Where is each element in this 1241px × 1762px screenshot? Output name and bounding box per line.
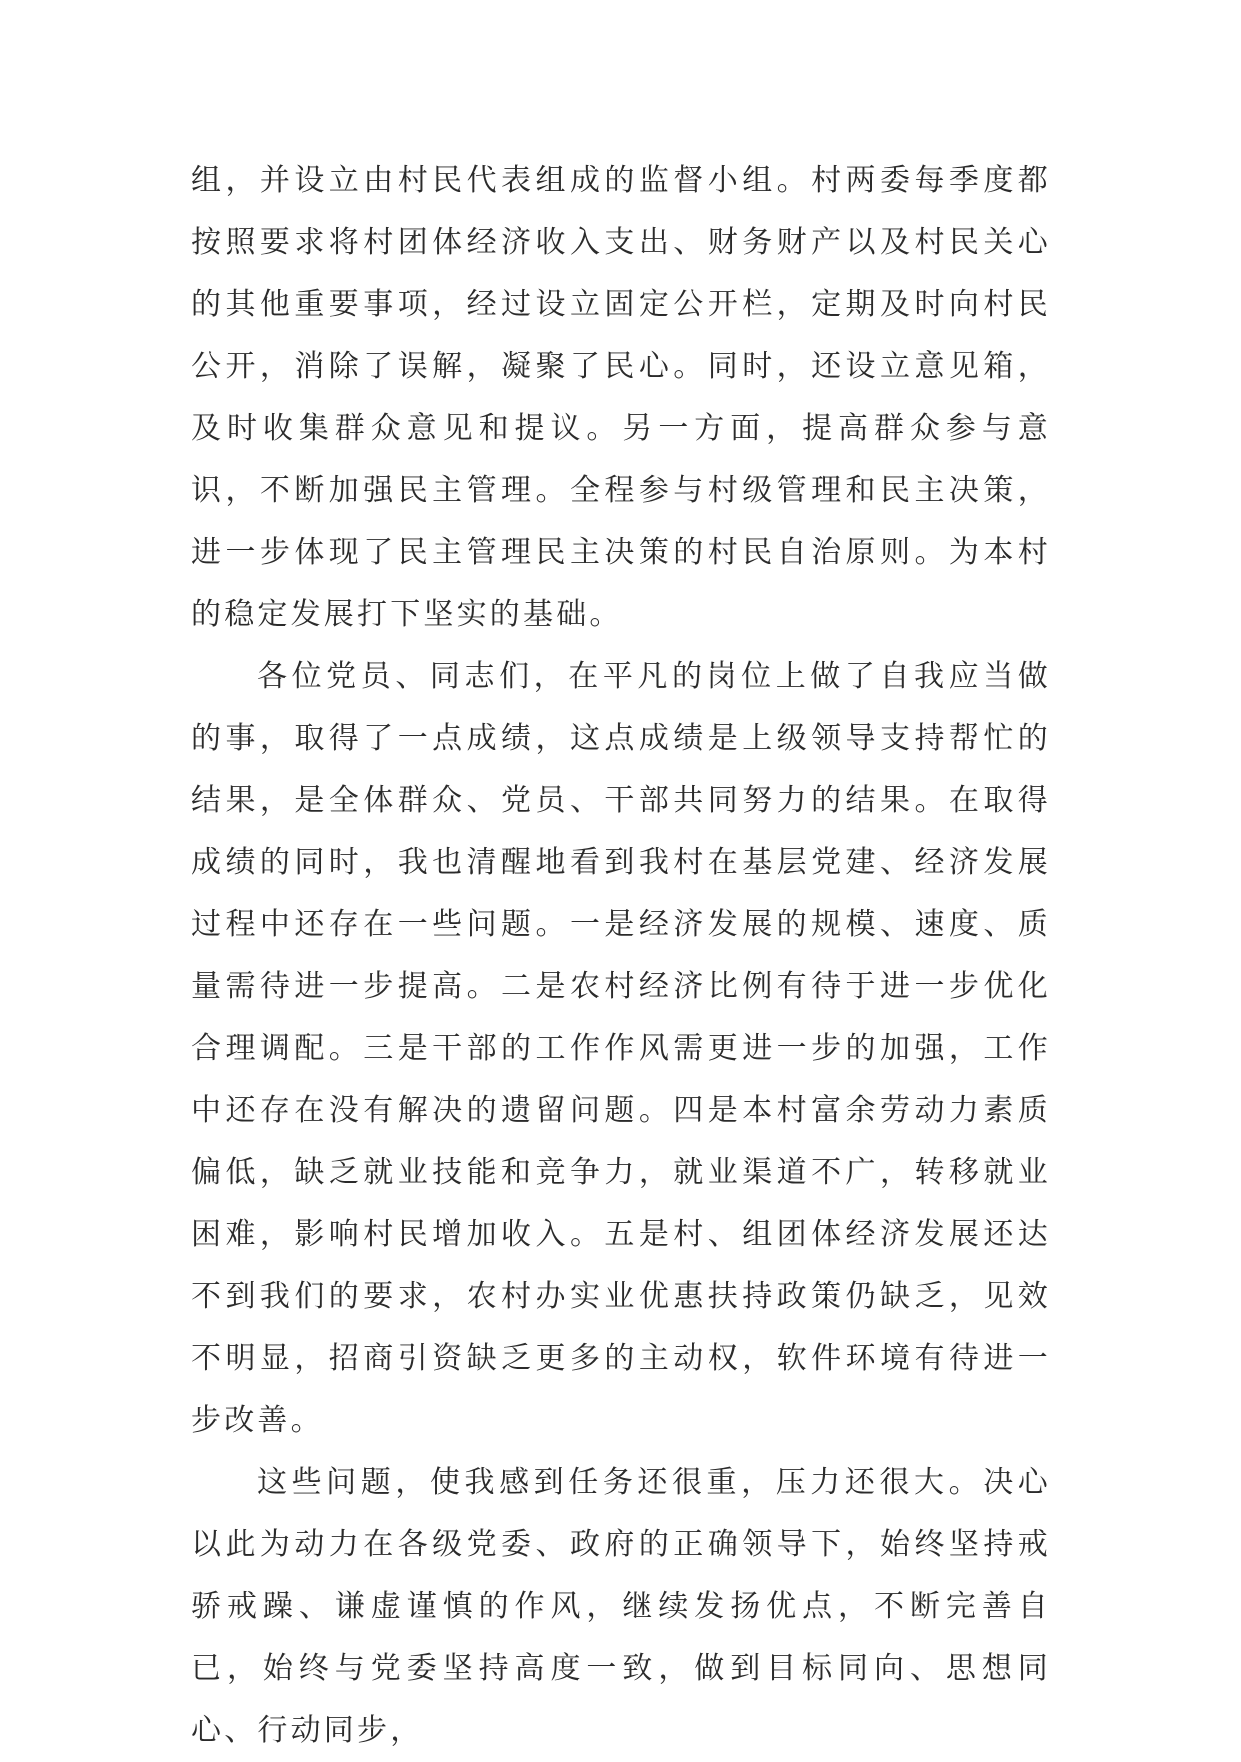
document-body [191, 150, 1051, 1762]
paragraph-2: 各位党员、同志们，在平凡的岗位上做了自我应当做的事，取得了一点成绩，这点成绩是上级领导支持帮忙的结果，是全体群众、党员、干部共同努力的结果。在取得成绩的同时，我也清醒地看到我村在基层党建、经济发展过程中还存在一些问题。一是经济发展的规模、速度、质量需待进一步提高。二是农村经济比例有待于进一步优化合理调配。三是干部的工作作风需更进一步的加强，工作中还存在没有解决的遗留问题。四是本村富余劳动力素质偏低，缺乏就业技能和竞争力，就业渠道不广，转移就业困难，影响村民增加收入。五是村、组团体经济发展还达不到我们的要求，农村办实业优惠扶持政策仍缺乏，见效不明显，招商引资缺乏更多的主动权，软件环境有待进一步改善。 [191, 659, 1051, 1438]
paragraph-1: 组，并设立由村民代表组成的监督小组。村两委每季度都按照要求将村团体经济收入支出、财务财产以及村民关心的其他重要事项，经过设立固定公开栏，定期及时向村民公开，消除了误解，凝聚了民心。同时，还设立意见箱，及时收集群众意见和提议。另一方面，提高群众参与意识，不断加强民主管理。全程参与村级管理和民主决策，进一步体现了民主管理民主决策的村民自治原则。为本村的稳定发展打下坚实的基础。 [191, 163, 1051, 632]
paragraph-3: 这些问题，使我感到任务还很重，压力还很大。决心以此为动力在各级党委、政府的正确领导下，始终坚持戒骄戒躁、谦虚谨慎的作风，继续发扬优点，不断完善自已，始终与党委坚持高度一致，做到目标同向、思想同心、行动同步， [191, 1465, 1051, 1748]
